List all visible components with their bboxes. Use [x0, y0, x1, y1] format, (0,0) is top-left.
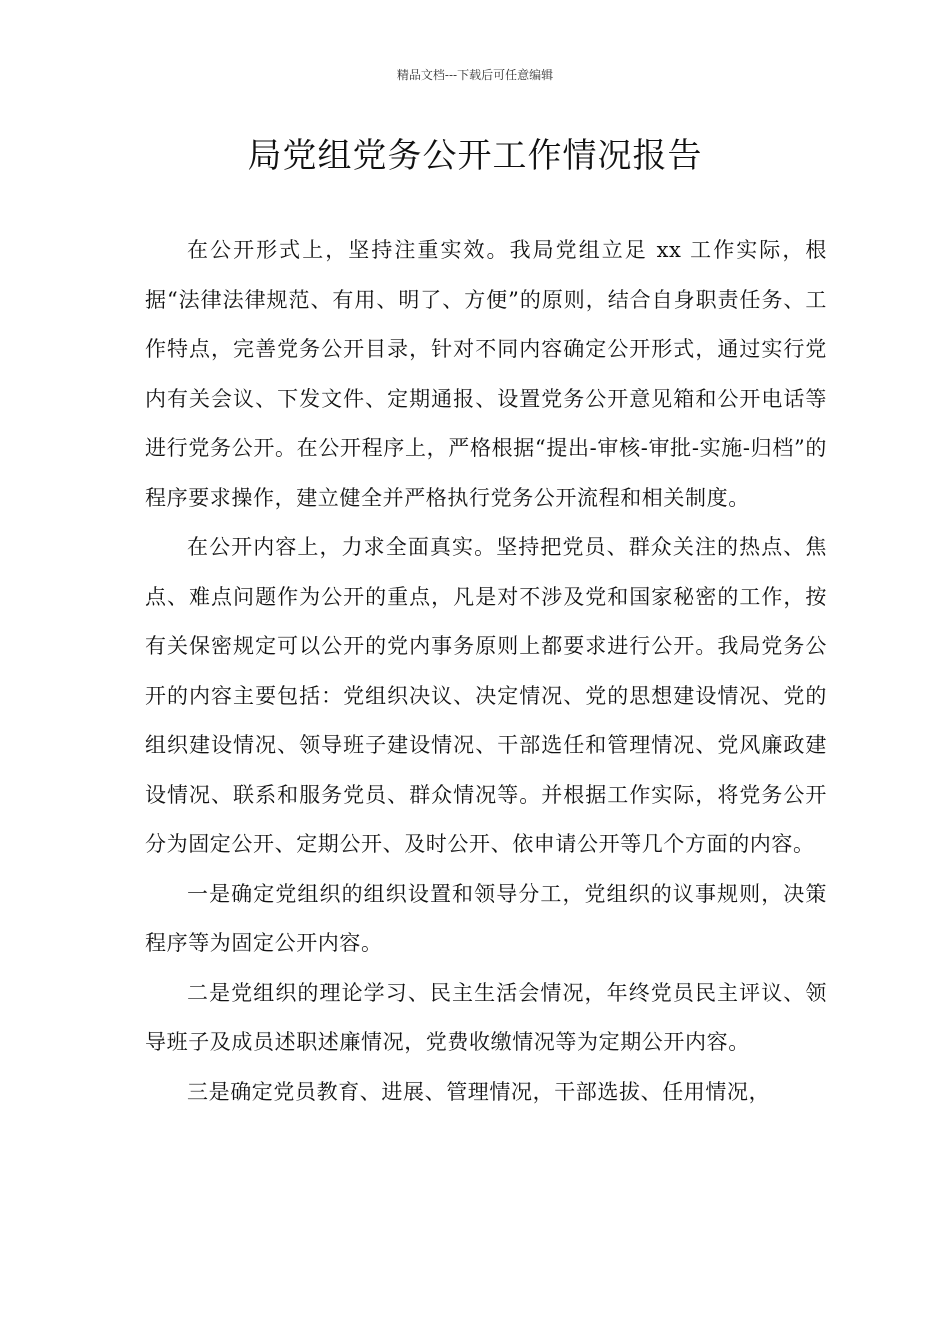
document-body: [145, 226, 827, 1117]
paragraph-item-three: 三是确定党员教育、进展、管理情况，干部选拔、任用情况，: [187, 1079, 771, 1104]
document-title: 局党组党务公开工作情况报告: [247, 136, 703, 176]
paragraph-form: 在公开形式上，坚持注重实效。我局党组立足 xx 工作实际，根据“法律法律规范、有用、明了、方便”的原则，结合自身职责任务、工作特点，完善党务公开目录，针对不同内容确定公开形式，通过实行党内有关会议、下发文件、定期通报、设置党务公开意见箱和公开电话等进行党务公开。在公开程序上，严格根据“提出-审核-审批-实施-归档”的程序要求操作，建立健全并严格执行党务公开流程和相关制度。: [145, 238, 827, 510]
paragraph-item-two: 二是党组织的理论学习、民主生活会情况，年终党员民主评议、领导班子及成员述职述廉情况，党费收缴情况等为定期公开内容。: [145, 980, 827, 1054]
paragraph-item-one: 一是确定党组织的组织设置和领导分工，党组织的议事规则，决策程序等为固定公开内容。: [145, 881, 827, 955]
paragraph-content: 在公开内容上，力求全面真实。坚持把党员、群众关注的热点、焦点、难点问题作为公开的重点，凡是对不涉及党和国家秘密的工作，按有关保密规定可以公开的党内事务原则上都要求进行公开。我局党务公开的内容主要包括：党组织决议、决定情况、党的思想建设情况、党的组织建设情况、领导班子建设情况、干部选任和管理情况、党风廉政建设情况、联系和服务党员、群众情况等。并根据工作实际，将党务公开分为固定公开、定期公开、及时公开、依申请公开等几个方面的内容。: [145, 535, 827, 856]
header-note: 精品文档---下载后可任意编辑: [396, 68, 554, 82]
